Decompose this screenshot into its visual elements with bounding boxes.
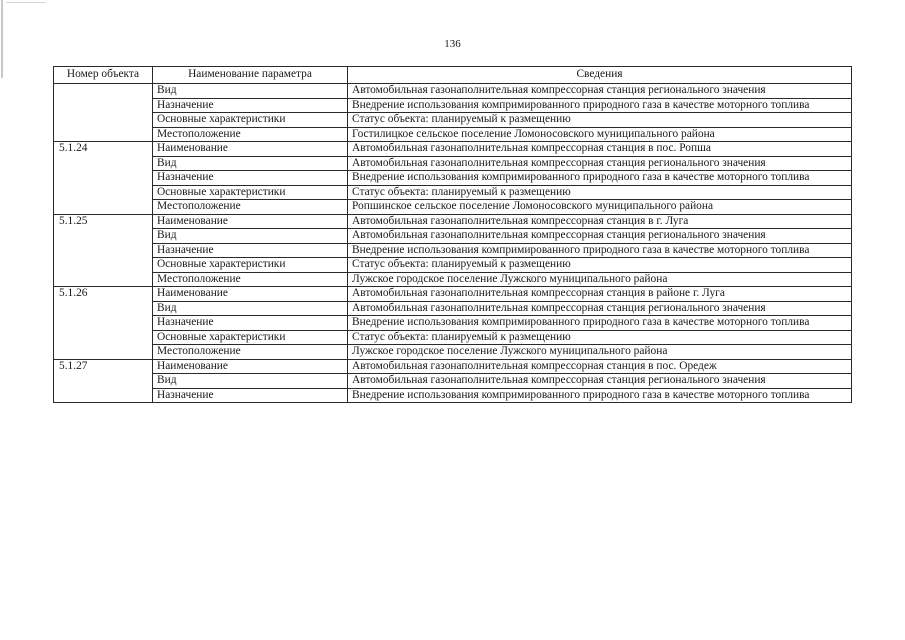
parameter-name-cell: Вид [153, 229, 348, 244]
details-cell: Статус объекта: планируемый к размещению [348, 185, 852, 200]
header-row [54, 67, 852, 84]
table-header [54, 67, 852, 84]
details-cell: Ропшинское сельское поселение Ломоносовского муниципального района [348, 200, 852, 215]
object-number-cell [54, 374, 153, 389]
parameter-name-cell: Вид [153, 84, 348, 99]
parameter-name-cell: Основные характеристики [153, 113, 348, 128]
details-cell: Автомобильная газонаполнительная компрессорная станция в г. Луга [348, 214, 852, 229]
table-row [54, 316, 852, 331]
object-number-cell [54, 272, 153, 287]
details-cell: Внедрение использования компримированного природного газа в качестве моторного топлива [348, 316, 852, 331]
table-row [54, 156, 852, 171]
table-row [54, 214, 852, 229]
object-number-cell [54, 388, 153, 403]
object-number-cell: 5.1.26 [54, 287, 153, 302]
parameter-name-cell: Назначение [153, 243, 348, 258]
table-row [54, 200, 852, 215]
details-cell: Внедрение использования компримированного природного газа в качестве моторного топлива [348, 388, 852, 403]
details-cell: Внедрение использования компримированного природного газа в качестве моторного топлива [348, 171, 852, 186]
parameter-name-cell: Основные характеристики [153, 258, 348, 273]
table-row [54, 229, 852, 244]
details-cell: Внедрение использования компримированного природного газа в качестве моторного топлива [348, 98, 852, 113]
object-number-cell [54, 156, 153, 171]
page-number: 136 [444, 38, 461, 50]
object-number-cell [54, 229, 153, 244]
parameter-name-cell: Наименование [153, 142, 348, 157]
table-row [54, 113, 852, 128]
table-body [54, 84, 852, 403]
table-row [54, 98, 852, 113]
object-number-cell [54, 345, 153, 360]
object-number-cell [54, 185, 153, 200]
object-number-cell: 5.1.25 [54, 214, 153, 229]
table-row [54, 330, 852, 345]
details-cell: Гостилицкое сельское поселение Ломоносовского муниципального района [348, 127, 852, 142]
table-row [54, 374, 852, 389]
table-row [54, 287, 852, 302]
object-number-cell [54, 98, 153, 113]
parameter-name-cell: Местоположение [153, 200, 348, 215]
details-cell: Автомобильная газонаполнительная компрессорная станция в пос. Ропша [348, 142, 852, 157]
object-number-cell [54, 127, 153, 142]
details-cell: Автомобильная газонаполнительная компрессорная станция в районе г. Луга [348, 287, 852, 302]
table-row [54, 301, 852, 316]
details-cell: Автомобильная газонаполнительная компрессорная станция регионального значения [348, 84, 852, 99]
parameter-name-cell: Основные характеристики [153, 185, 348, 200]
parameter-name-cell: Местоположение [153, 272, 348, 287]
column-header-details: Сведения [348, 67, 852, 84]
parameter-name-cell: Наименование [153, 287, 348, 302]
column-header-parameter-name: Наименование параметра [153, 67, 348, 84]
details-cell: Автомобильная газонаполнительная компрессорная станция регионального значения [348, 229, 852, 244]
details-cell: Статус объекта: планируемый к размещению [348, 113, 852, 128]
object-number-cell [54, 258, 153, 273]
details-cell: Автомобильная газонаполнительная компрессорная станция регионального значения [348, 301, 852, 316]
table-row [54, 142, 852, 157]
table-row [54, 171, 852, 186]
object-number-cell [54, 113, 153, 128]
details-cell: Статус объекта: планируемый к размещению [348, 258, 852, 273]
details-cell: Лужское городское поселение Лужского муниципального района [348, 345, 852, 360]
details-cell: Статус объекта: планируемый к размещению [348, 330, 852, 345]
parameter-name-cell: Наименование [153, 359, 348, 374]
parameter-name-cell: Назначение [153, 316, 348, 331]
table-row [54, 345, 852, 360]
parameter-name-cell: Назначение [153, 171, 348, 186]
table-row [54, 258, 852, 273]
table-row [54, 84, 852, 99]
details-cell: Автомобильная газонаполнительная компрессорная станция регионального значения [348, 374, 852, 389]
object-number-cell [54, 171, 153, 186]
parameter-name-cell: Назначение [153, 98, 348, 113]
parameter-name-cell: Вид [153, 301, 348, 316]
scan-edge-mark-top [6, 2, 46, 3]
object-number-cell [54, 316, 153, 331]
details-cell: Автомобильная газонаполнительная компрессорная станция регионального значения [348, 156, 852, 171]
object-number-cell: 5.1.27 [54, 359, 153, 374]
table-row [54, 185, 852, 200]
table-row [54, 359, 852, 374]
parameter-name-cell: Наименование [153, 214, 348, 229]
table-row [54, 388, 852, 403]
object-number-cell [54, 84, 153, 99]
parameter-name-cell: Вид [153, 156, 348, 171]
parameter-name-cell: Вид [153, 374, 348, 389]
column-header-object-number: Номер объекта [54, 67, 153, 84]
table-row [54, 127, 852, 142]
parameter-name-cell: Местоположение [153, 127, 348, 142]
details-cell: Внедрение использования компримированного природного газа в качестве моторного топлива [348, 243, 852, 258]
parameter-name-cell: Назначение [153, 388, 348, 403]
parameter-name-cell: Основные характеристики [153, 330, 348, 345]
object-number-cell [54, 200, 153, 215]
parameter-name-cell: Местоположение [153, 345, 348, 360]
object-number-cell [54, 330, 153, 345]
table-row [54, 272, 852, 287]
details-cell: Лужское городское поселение Лужского муниципального района [348, 272, 852, 287]
details-cell: Автомобильная газонаполнительная компрессорная станция в пос. Оредеж [348, 359, 852, 374]
table-row [54, 243, 852, 258]
object-parameters-table [53, 66, 852, 403]
object-number-cell: 5.1.24 [54, 142, 153, 157]
object-number-cell [54, 301, 153, 316]
object-number-cell [54, 243, 153, 258]
